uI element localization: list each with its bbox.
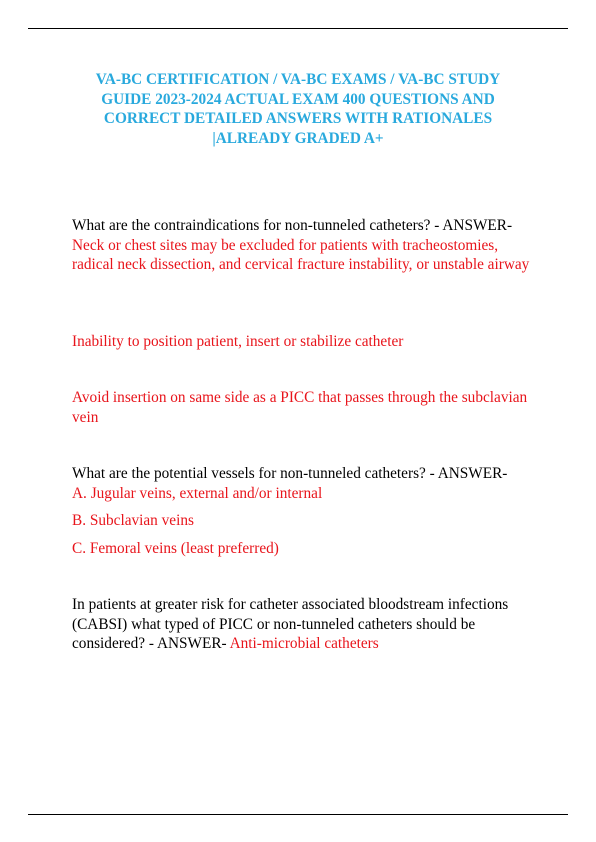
q1-question: What are the contraindications for non-tunneled catheters? - ANSWER-	[72, 217, 513, 234]
document-title: VA-BC CERTIFICATION / VA-BC EXAMS / VA-BC STUDY GUIDE 2023-2024 ACTUAL EXAM 400 QUESTIONS AND CORRECT DETAILED ANSWERS WITH RATIONALES |ALREADY GRADED A+	[95, 71, 501, 147]
q3-answer: Anti-microbial catheters	[229, 635, 379, 652]
q1-answer-2: Inability to position patient, insert or stabilize catheter	[72, 333, 404, 350]
q2-answer-b: B. Subclavian veins	[72, 512, 194, 529]
q2-question: What are the potential vessels for non-tunneled catheters? - ANSWER-	[72, 465, 508, 482]
q1-block	[72, 216, 542, 275]
q1-answer-3: Avoid insertion on same side as a PICC that passes through the subclavian vein	[72, 389, 528, 426]
q1-answer-1: Neck or chest sites may be excluded for patients with tracheostomies, radical neck dissection, and cervical fracture instability, or unstable airway	[72, 236, 530, 273]
header-rule	[28, 28, 568, 29]
q3-block	[72, 595, 542, 654]
q2-answer-c: C. Femoral veins (least preferred)	[72, 540, 279, 557]
q2-block	[72, 464, 542, 503]
q3-question: In patients at greater risk for catheter associated bloodstream infections (CABSI) what typed of PICC or non-tunneled catheters should be considered? - ANSWER-	[72, 596, 509, 652]
q2-answer-a: A. Jugular veins, external and/or internal	[72, 484, 323, 502]
footer-rule	[28, 814, 568, 815]
